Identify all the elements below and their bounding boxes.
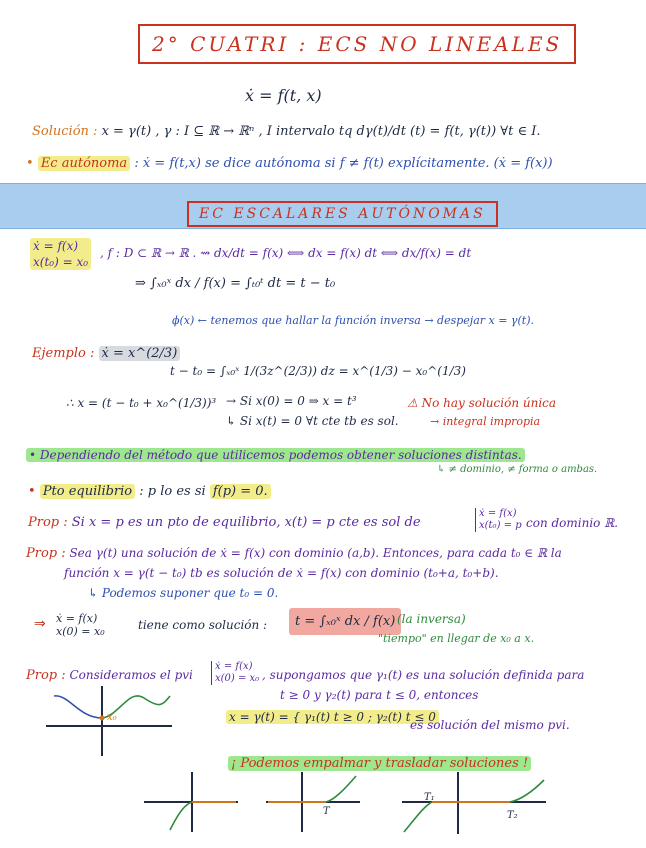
solution-label: Solución : [32,124,98,139]
section-title: EC ESCALARES AUTÓNOMAS [187,201,498,227]
prop2-inverse: (la inversa) [397,612,466,626]
prop2-text3: ↳ Podemos suponer que t₀ = 0. [88,586,279,600]
example-label: Ejemplo : [32,346,95,361]
ivp-system: ẋ = f(x) x(t₀) = x₀ [30,238,91,270]
example-case1: → Si x(0) = 0 ⇒ x = t³ [226,394,357,408]
graph-empalmar-3 [398,770,548,836]
autonomous-note: (ẋ = f(x)) [493,156,553,171]
prop3-system: ẋ = f(x) x(0) = x₀ [211,661,259,685]
warning-text: ⚠ No hay solución única [407,396,557,410]
method-note-text: • Dependiendo del método que utilicemos podemos obtener soluciones distintas. [26,448,525,462]
graph-label-T1: T₁ [424,792,435,803]
graph-empalmar-1 [140,770,240,834]
solution-line [32,124,541,139]
prop3-text: Consideramos el pvi [69,668,193,682]
prop1-text: Si x = p es un pto de equilibrio, x(t) = p cte es sol de [71,515,421,530]
prop1-label: Prop : [28,515,68,530]
bullet: • [26,156,34,171]
prop1-system: ẋ = f(x) x(t₀) = p [475,508,522,532]
equilibrium-text: : p lo es si [139,484,206,499]
equilibrium-label: Pto equilibrio [40,484,135,499]
prop2-text1: Sea γ(t) una solución de ẋ = f(x) con dominio (a,b). Entonces, para cada t₀ ∈ ℝ la [69,546,562,560]
prop2-has: tiene como solución : [138,618,268,632]
graph-label-T2: T₂ [507,810,518,821]
autonomous-label: Ec autónoma [38,156,130,171]
warning-sub: → integral impropia [430,415,541,428]
method-note [26,448,525,462]
graph-x0-label: x₀ [107,712,117,723]
method-note-sub: ↳ ≠ dominio, ≠ forma o ambas. [437,464,598,475]
prop3-text3: t ≥ 0 y γ₂(t) para t ≤ 0, entonces [280,688,479,702]
solution-text: x = γ(t) , γ : I ⊆ ℝ → ℝⁿ , I intervalo tq dγ(t)/dt (t) = f(t, γ(t)) ∀t ∈ I. [101,124,541,139]
graph-label-T: T [323,806,330,817]
example-result: ∴ x = (t − t₀ + x₀^(1/3))³ [66,396,217,410]
glue-banner: ¡ Podemos empalmar y trasladar soluciones ! [228,756,531,771]
prop1-tail: con dominio ℝ. [526,516,619,530]
phi-note: ϕ(x) ← tenemos que hallar la función inversa → despejar x = γ(t). [172,314,534,327]
prop3-tail: es solución del mismo pvi. [410,718,570,732]
example-case2: ↳ Si x(t) = 0 ∀t cte tb es sol. [226,414,399,428]
prop2-text2: función x = γ(t − t₀) tb es solución de ẋ = f(x) con dominio (t₀+a, t₀+b). [64,566,499,580]
separation-text: , f : D ⊂ ℝ → ℝ . ⇝ dx/dt = f(x) ⟺ dx = f(x) dt ⟺ dx/f(x) = dt [100,246,472,260]
prop2-line1 [26,546,562,561]
autonomous-line [26,156,553,171]
page-title: 2° CUATRI : ECS NO LINEALES [138,24,576,64]
prop2-label: Prop : [26,546,66,561]
piecewise-solution: x = γ(t) = { γ₁(t) t ≥ 0 ; γ₂(t) t ≤ 0 [226,710,439,724]
prop3-text2: , supongamos que γ₁(t) es una solución definida para [262,668,585,682]
prop2-boxed: t = ∫ₓ₀ˣ dx / f(x) [289,608,401,635]
prop2-system: ẋ = f(x) x(0) = x₀ [56,612,105,638]
main-equation: ẋ = f(t, x) [245,86,322,105]
autonomous-text: : ẋ = f(t,x) se dice autónoma si f ≠ f(t) explícitamente. [134,156,490,171]
example-calc: t − t₀ = ∫ₓ₀ˣ 1/(3z^(2/3)) dz = x^(1/3) − x₀^(1/3) [170,364,466,378]
prop2-tiempo: "tiempo" en llegar de x₀ a x. [378,632,535,645]
prop3-label: Prop : [26,668,66,683]
example-line [32,346,180,361]
implies-arrow: ⇒ [34,616,46,632]
equilibrium-line: • Pto equilibrio : p lo es si f(p) = 0. [28,484,271,499]
integral-equation: ⇒ ∫ₓ₀ˣ dx / f(x) = ∫ₜ₀ᵗ dt = t − t₀ [135,276,336,291]
example-equation: ẋ = x^(2/3) [99,346,181,361]
prop1-line [28,515,421,530]
graph-empalmar-2 [262,770,362,834]
equilibrium-cond: f(p) = 0. [210,484,271,499]
